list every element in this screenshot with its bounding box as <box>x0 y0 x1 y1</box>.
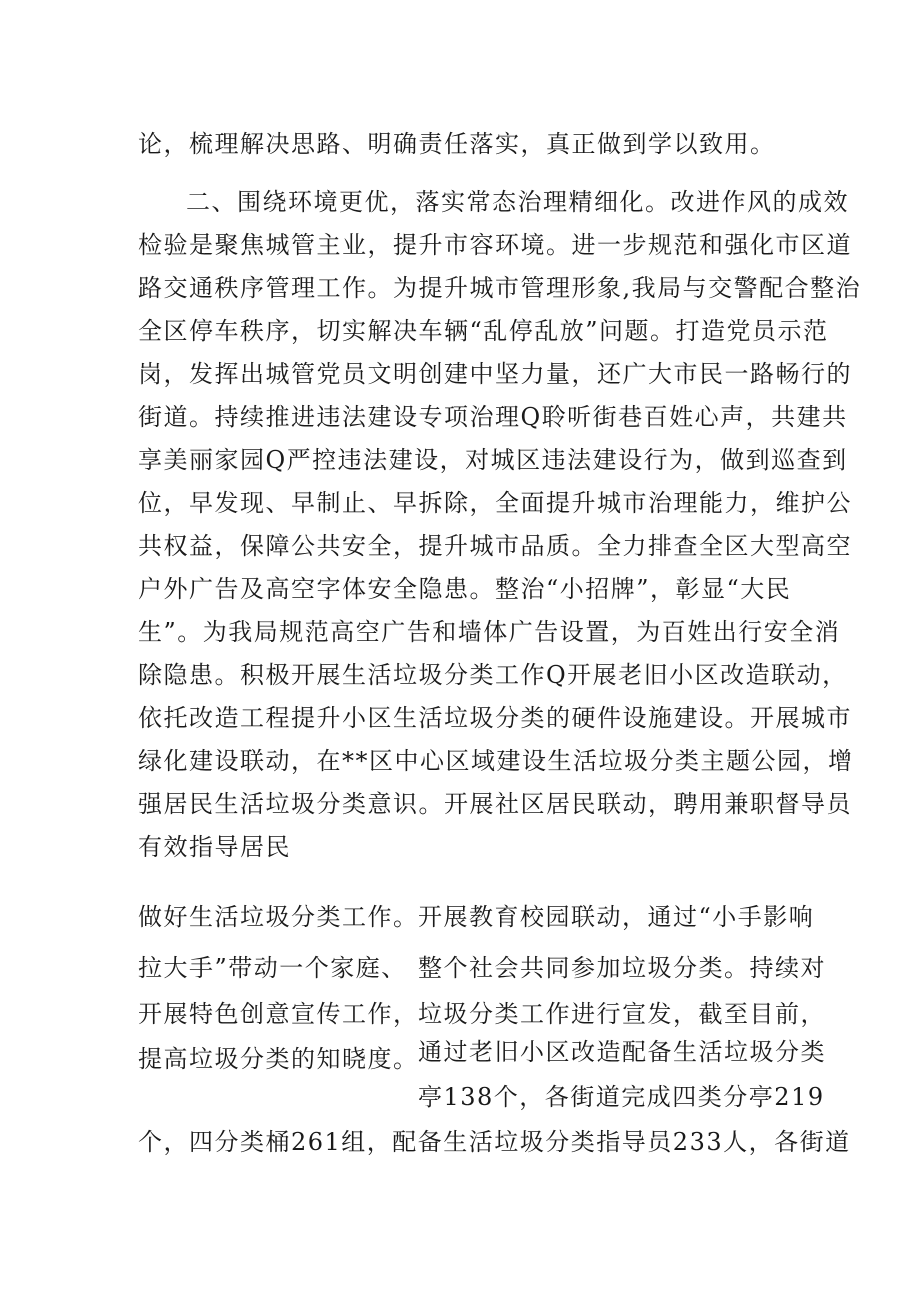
text-line: 生”。为我局规范高空广告和墙体广告设置，为百姓出行安全消 <box>138 618 841 646</box>
text-line: 除隐患。积极开展生活垃圾分类工作Q开展老旧小区改造联动， <box>138 661 848 689</box>
text-line: 位，早发现、早制止、早拆除，全面提升城市治理能力，维护公 <box>138 489 852 517</box>
text-line: 街道。持续推进违法建设专项治理Q聆听街巷百姓心声，共建共 <box>138 403 848 431</box>
section-heading-line: 二、围绕环境更优，落实常态治理精细化。改进作风的成效 <box>186 188 849 216</box>
left-column-line: 开展特色创意宣传工作， <box>138 1000 419 1028</box>
final-text-line: 个，四分类桶261组，配备生活垃圾分类指导员233人，各街道 <box>138 1128 851 1156</box>
left-column-line: 提高垃圾分类的知晓度。 <box>138 1045 419 1073</box>
text-line: 强居民生活垃圾分类意识。开展社区居民联动，聘用兼职督导员 <box>138 790 852 818</box>
right-column-line: 通过老旧小区改造配备生活垃圾分类 <box>418 1038 826 1066</box>
right-column-line: 垃圾分类工作进行宣发，截至目前， <box>418 1000 826 1028</box>
text-line: 全区停车秩序，切实解决车辆“乱停乱放”问题。打造党员示范 <box>138 317 829 345</box>
text-line: 依托改造工程提升小区生活垃圾分类的硬件设施建设。开展城市 <box>138 704 852 732</box>
text-line: 路交通秩序管理工作。为提升城市管理形象,我局与交警配合整治 <box>138 274 862 302</box>
left-column-line: 做好生活垃圾分类工作。 <box>138 903 419 931</box>
left-column-line: 拉大手”带动一个家庭、 <box>138 954 407 982</box>
right-column-line: 开展教育校园联动，通过“小手影响 <box>418 903 815 931</box>
text-line: 享美丽家园Q严控违法建设，对城区违法建设行为，做到巡查到 <box>138 446 848 474</box>
text-line: 岗，发挥出城管党员文明创建中坚力量，还广大市民一路畅行的 <box>138 360 852 388</box>
right-column-line: 整个社会共同参加垃圾分类。持续对 <box>418 954 826 982</box>
text-line: 有效指导居民 <box>138 833 291 861</box>
text-line: 共权益，保障公共安全，提升城市品质。全力排查全区大型高空 <box>138 532 852 560</box>
text-line: 户外广告及高空字体安全隐患。整治“小招牌”，彰显“大民 <box>138 575 792 603</box>
text-line: 论，梳理解决思路、明确责任落实，真正做到学以致用。 <box>138 130 776 158</box>
right-column-line: 亭138个，各街道完成四类分亭219 <box>418 1083 825 1111</box>
text-line: 绿化建设联动，在**区中心区域建设生活垃圾分类主题公园，增 <box>138 747 854 775</box>
text-line: 检验是聚焦城管主业，提升市容环境。进一步规范和强化市区道 <box>138 231 852 259</box>
